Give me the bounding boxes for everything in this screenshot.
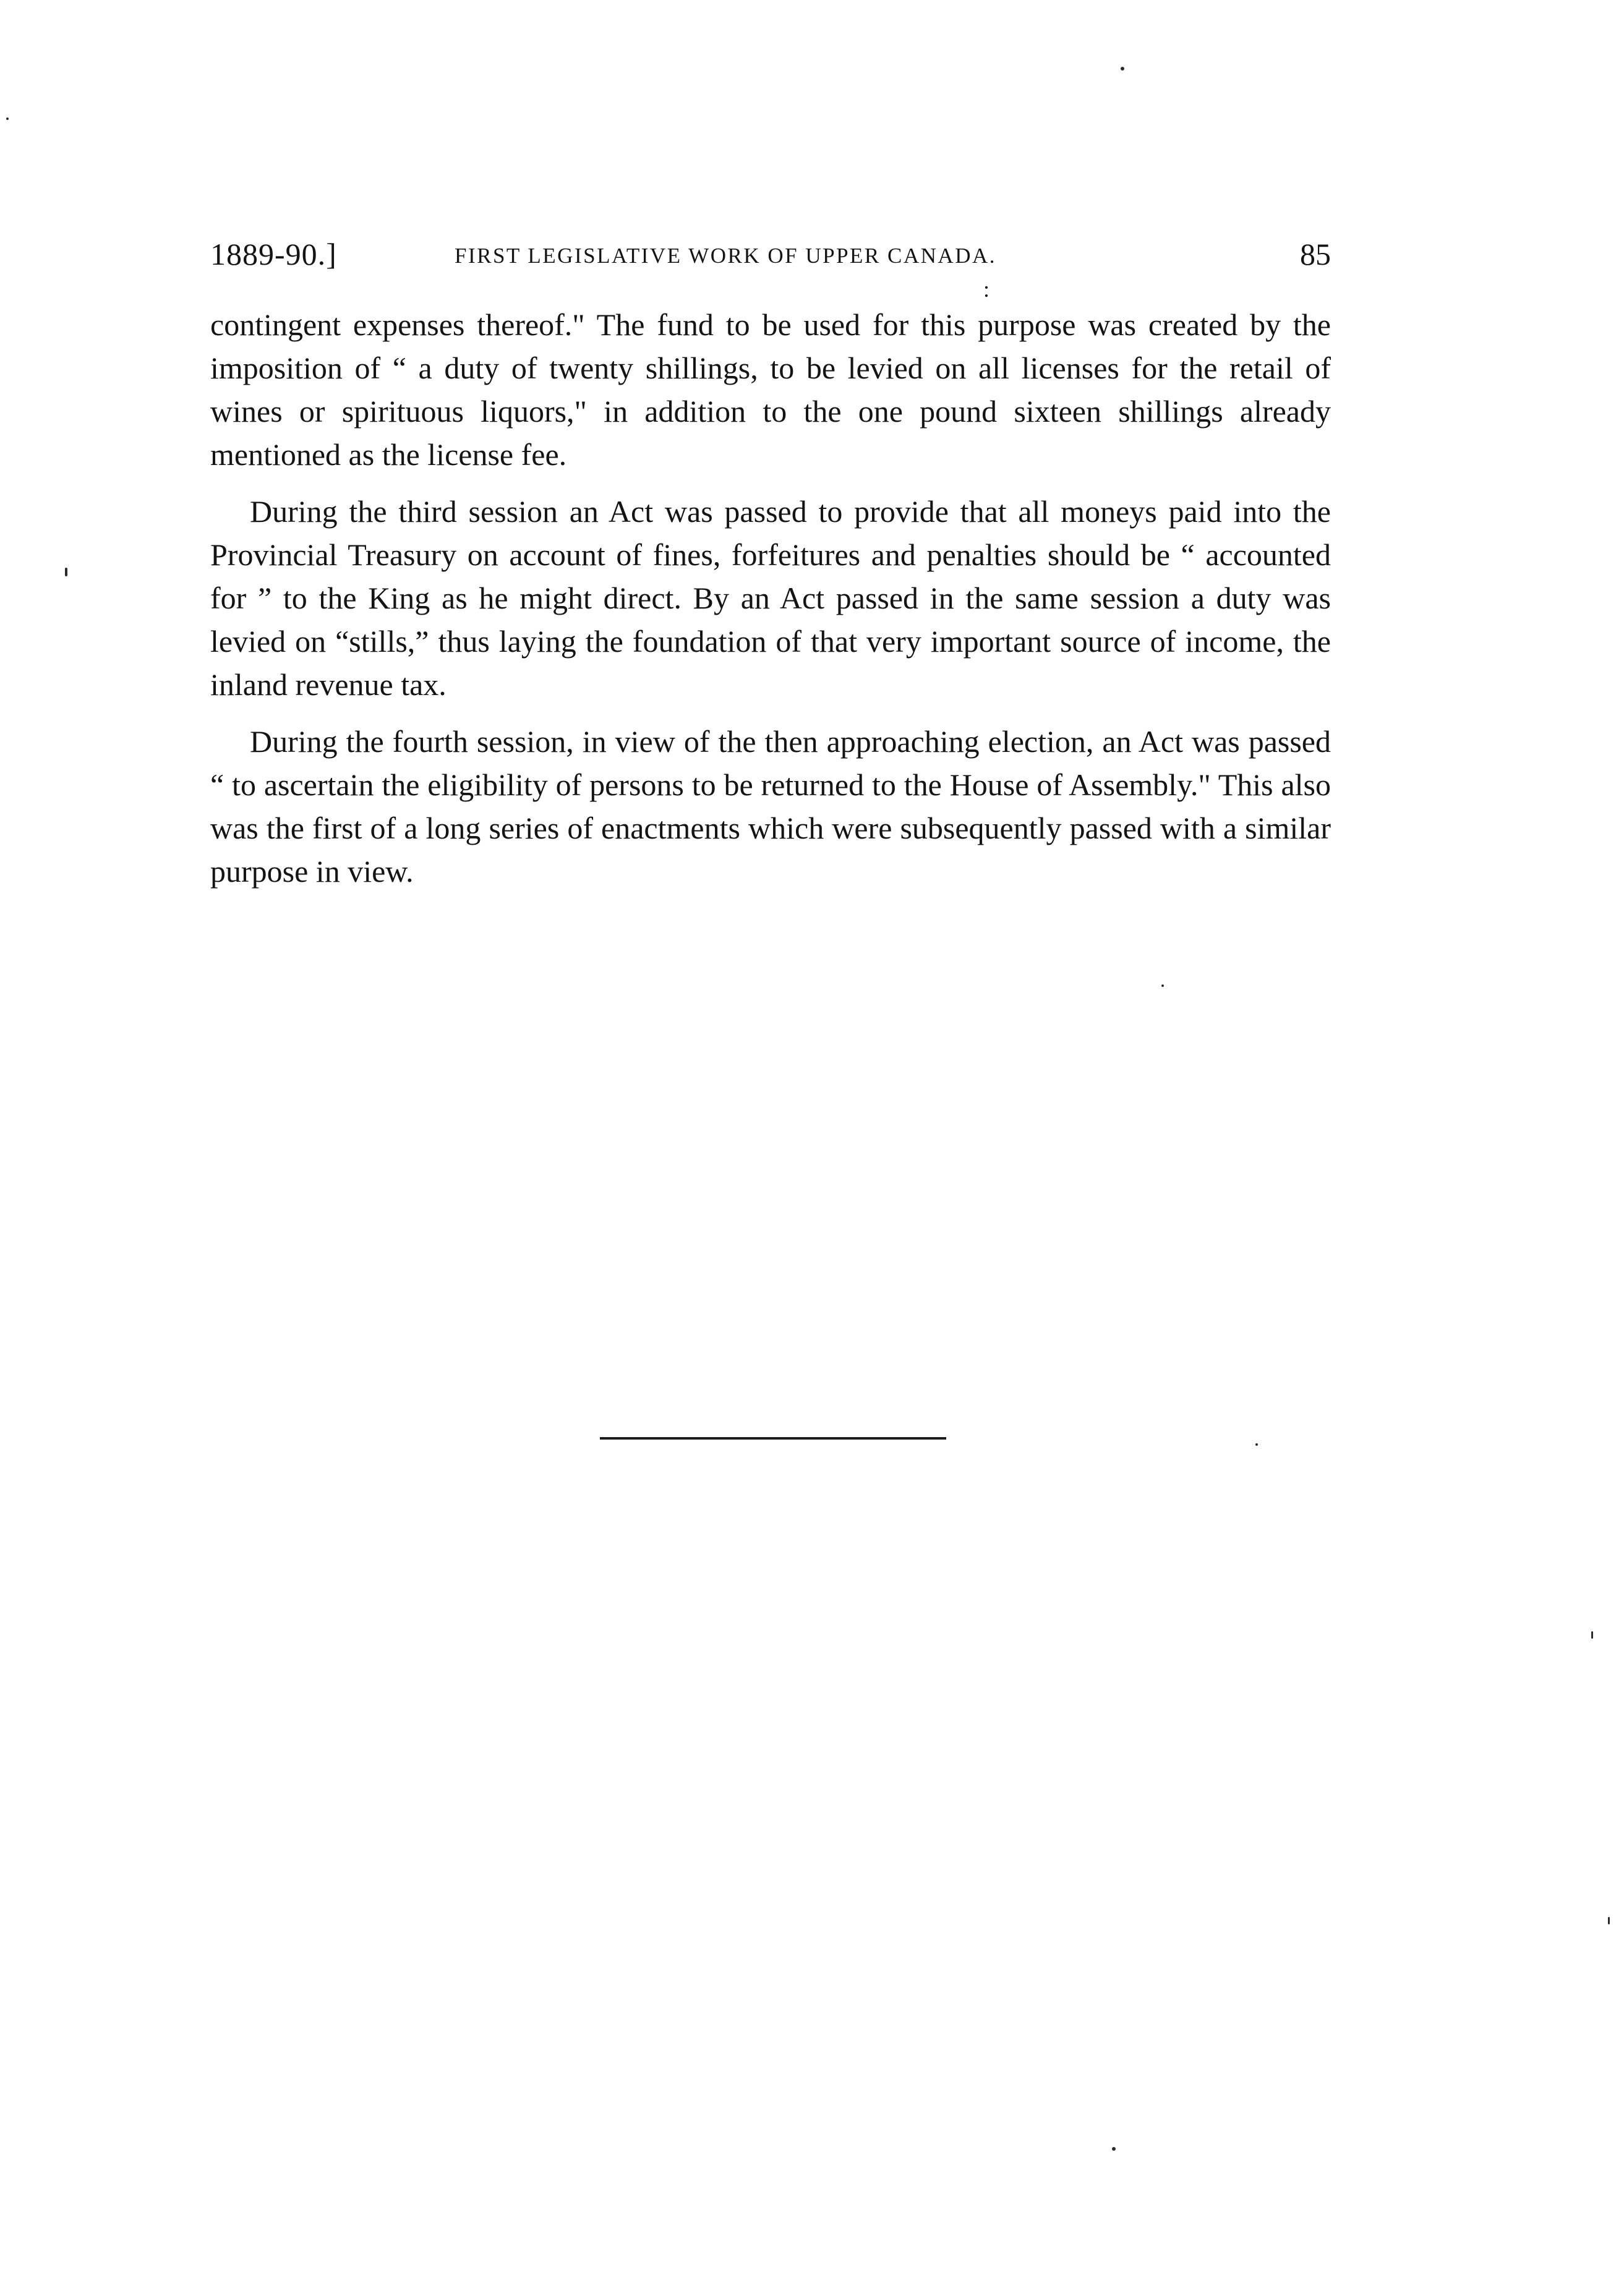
scan-speck: [1121, 67, 1124, 70]
scan-speck: [1591, 1631, 1593, 1639]
scan-speck: [65, 568, 67, 576]
running-title: FIRST LEGISLATIVE WORK OF UPPER CANADA.: [455, 244, 996, 268]
volume-years: 1889-90.]: [210, 237, 337, 271]
print-mark: :: [983, 277, 990, 302]
scan-speck: [1161, 984, 1164, 987]
paragraph-fourth-session: During the fourth session, in view of the then approaching election, an Act was passed “ to ascertain the eligibility of persons to be returned to the House of Assembly." This also was the first of a long series of enactments which were subsequently passed with a similar purpose in view.: [210, 724, 1331, 889]
section-end-rule: [600, 1437, 946, 1440]
scan-speck: [1112, 2147, 1116, 2151]
scan-speck: [1608, 1917, 1610, 1924]
paragraph-continued: contingent expenses thereof." The fund to be used for this purpose was created by the imposition of “ a duty of twenty shillings, to be levied on all licenses for the retail of wines or spirituous liquors," in addition to the one pound sixteen shillings already mentioned as the license fee.: [210, 307, 1331, 472]
scan-speck: [6, 117, 9, 120]
scan-speck: [1255, 1443, 1258, 1446]
body-text: [210, 303, 1331, 907]
running-header: [210, 236, 1331, 280]
paragraph-third-session: During the third session an Act was passed to provide that all moneys paid into the Provincial Treasury on account of fines, forfeitures and penalties should be “ accounted for ” to the King as he might direct. By an Act passed in the same session a duty was levied on “stills,” thus laying the foundation of that very important source of income, the inland revenue tax.: [210, 494, 1331, 702]
page-number: 85: [1300, 237, 1331, 271]
